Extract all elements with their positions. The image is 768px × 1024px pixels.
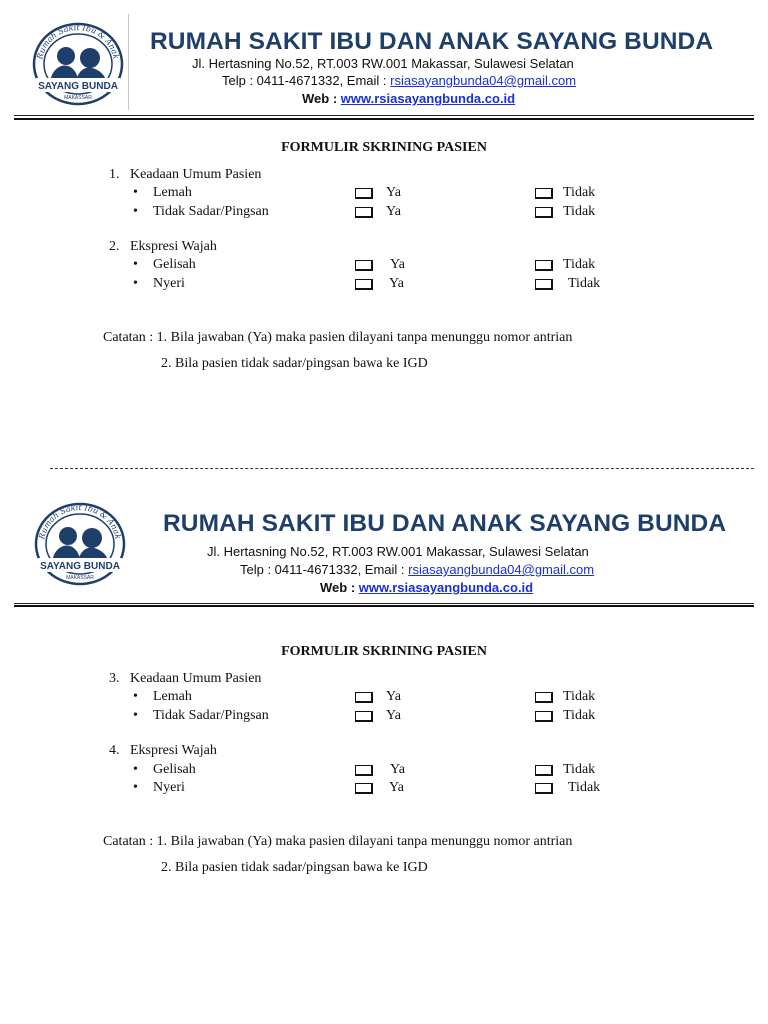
- bullet-icon: •: [133, 762, 138, 777]
- bullet-icon: •: [133, 185, 138, 200]
- question-item: [0, 762, 768, 780]
- checkbox-ya[interactable]: [355, 207, 373, 218]
- item-label: Tidak Sadar/Pingsan: [153, 204, 269, 219]
- logo-divider: [128, 14, 129, 110]
- question-item: [0, 204, 768, 222]
- item-label: Nyeri: [153, 780, 185, 795]
- screening-form-1: [0, 0, 768, 420]
- item-label: Gelisah: [153, 257, 196, 272]
- question-item: [0, 185, 768, 203]
- logo-city-text: MAKASSAR: [64, 95, 92, 101]
- checkbox-ya[interactable]: [355, 188, 373, 199]
- question-item: [0, 708, 768, 726]
- section-number: 4.: [109, 743, 120, 758]
- header-rule-thick: [14, 605, 754, 607]
- email-link[interactable]: rsiasayangbunda04@gmail.com: [408, 562, 595, 577]
- option-tidak-label: Tidak: [563, 708, 596, 723]
- note-line-1: Catatan : 1. Bila jawaban (Ya) maka pasien dilayani tanpa menunggu nomor antrian: [103, 834, 573, 849]
- section-label: Keadaan Umum Pasien: [130, 167, 262, 182]
- checkbox-tidak[interactable]: [535, 260, 553, 271]
- section-label: Keadaan Umum Pasien: [130, 671, 262, 686]
- logo-arc-text: Rumah Sakit Ibu & Anak: [37, 502, 123, 541]
- option-tidak-label: Tidak: [563, 185, 596, 200]
- section-number: 1.: [109, 167, 120, 182]
- hospital-address: Jl. Hertasning No.52, RT.003 RW.001 Makassar, Sulawesi Selatan: [207, 544, 589, 559]
- section-title: [109, 239, 217, 255]
- checkbox-tidak[interactable]: [535, 207, 553, 218]
- checkbox-ya[interactable]: [355, 260, 373, 271]
- option-tidak-label: Tidak: [563, 762, 596, 777]
- option-ya-label: Ya: [386, 204, 401, 219]
- section-label: Ekspresi Wajah: [130, 239, 217, 254]
- checkbox-tidak[interactable]: [535, 692, 553, 703]
- option-ya-label: Ya: [386, 708, 401, 723]
- option-tidak-label: Tidak: [563, 204, 596, 219]
- section-number: 2.: [109, 239, 120, 254]
- option-ya-label: Ya: [389, 780, 404, 795]
- item-label: Lemah: [153, 689, 192, 704]
- question-item: [0, 276, 768, 294]
- hospital-logo: [28, 16, 128, 108]
- logo-banner-text: SAYANG BUNDA: [40, 561, 120, 572]
- checkbox-ya[interactable]: [355, 783, 373, 794]
- logo-arc-text: Rumah Sakit Ibu & Anak: [35, 22, 121, 61]
- checkbox-ya[interactable]: [355, 279, 373, 290]
- cut-line: [50, 468, 754, 469]
- checkbox-tidak[interactable]: [535, 188, 553, 199]
- hospital-web: [302, 91, 515, 106]
- website-link[interactable]: www.rsiasayangbunda.co.id: [358, 580, 534, 595]
- option-ya-label: Ya: [390, 762, 405, 777]
- checkbox-tidak[interactable]: [535, 279, 553, 290]
- option-ya-label: Ya: [390, 257, 405, 272]
- option-tidak-label: Tidak: [563, 257, 596, 272]
- header-rule-thick: [14, 118, 754, 120]
- bullet-icon: •: [133, 689, 138, 704]
- note-line-2: 2. Bila pasien tidak sadar/pingsan bawa ke IGD: [161, 356, 428, 371]
- header-rule-thin: [14, 115, 754, 116]
- bullet-icon: •: [133, 276, 138, 291]
- form-title: FORMULIR SKRINING PASIEN: [281, 140, 487, 155]
- option-ya-label: Ya: [386, 185, 401, 200]
- option-ya-label: Ya: [386, 689, 401, 704]
- item-label: Nyeri: [153, 276, 185, 291]
- phone-label: Telp : 0411-4671332, Email :: [240, 562, 409, 577]
- bullet-icon: •: [133, 204, 138, 219]
- question-item: [0, 689, 768, 707]
- section-title: [109, 743, 217, 759]
- bullet-icon: •: [133, 708, 138, 723]
- email-link[interactable]: rsiasayangbunda04@gmail.com: [390, 73, 577, 88]
- option-tidak-label: Tidak: [568, 780, 601, 795]
- hospital-contact: [240, 562, 594, 577]
- section-title: [109, 671, 261, 687]
- item-label: Tidak Sadar/Pingsan: [153, 708, 269, 723]
- hospital-address: Jl. Hertasning No.52, RT.003 RW.001 Makassar, Sulawesi Selatan: [192, 56, 574, 71]
- hospital-web: [320, 580, 533, 595]
- section-title: [109, 167, 261, 183]
- note-line-1: Catatan : 1. Bila jawaban (Ya) maka pasien dilayani tanpa menunggu nomor antrian: [103, 330, 573, 345]
- hospital-name: RUMAH SAKIT IBU DAN ANAK SAYANG BUNDA: [163, 510, 727, 537]
- checkbox-tidak[interactable]: [535, 783, 553, 794]
- bullet-icon: •: [133, 257, 138, 272]
- header-rule-thin: [14, 603, 754, 604]
- note-line-2: 2. Bila pasien tidak sadar/pingsan bawa ke IGD: [161, 860, 428, 875]
- question-item: [0, 257, 768, 275]
- logo-city-text: MAKASSAR: [66, 575, 94, 581]
- phone-label: Telp : 0411-4671332, Email :: [222, 73, 391, 88]
- option-tidak-label: Tidak: [568, 276, 601, 291]
- option-tidak-label: Tidak: [563, 689, 596, 704]
- checkbox-ya[interactable]: [355, 711, 373, 722]
- section-number: 3.: [109, 671, 120, 686]
- item-label: Lemah: [153, 185, 192, 200]
- bullet-icon: •: [133, 780, 138, 795]
- question-item: [0, 780, 768, 798]
- hospital-contact: [222, 73, 576, 88]
- screening-form-2: [0, 490, 768, 910]
- web-label: Web :: [320, 580, 359, 595]
- website-link[interactable]: www.rsiasayangbunda.co.id: [340, 91, 516, 106]
- form-title: FORMULIR SKRINING PASIEN: [281, 644, 487, 659]
- logo-banner-text: SAYANG BUNDA: [38, 81, 118, 92]
- hospital-logo: [30, 496, 130, 588]
- checkbox-ya[interactable]: [355, 692, 373, 703]
- checkbox-tidak[interactable]: [535, 711, 553, 722]
- hospital-name: RUMAH SAKIT IBU DAN ANAK SAYANG BUNDA: [150, 28, 714, 55]
- item-label: Gelisah: [153, 762, 196, 777]
- web-label: Web :: [302, 91, 341, 106]
- checkbox-tidak[interactable]: [535, 765, 553, 776]
- checkbox-ya[interactable]: [355, 765, 373, 776]
- section-label: Ekspresi Wajah: [130, 743, 217, 758]
- option-ya-label: Ya: [389, 276, 404, 291]
